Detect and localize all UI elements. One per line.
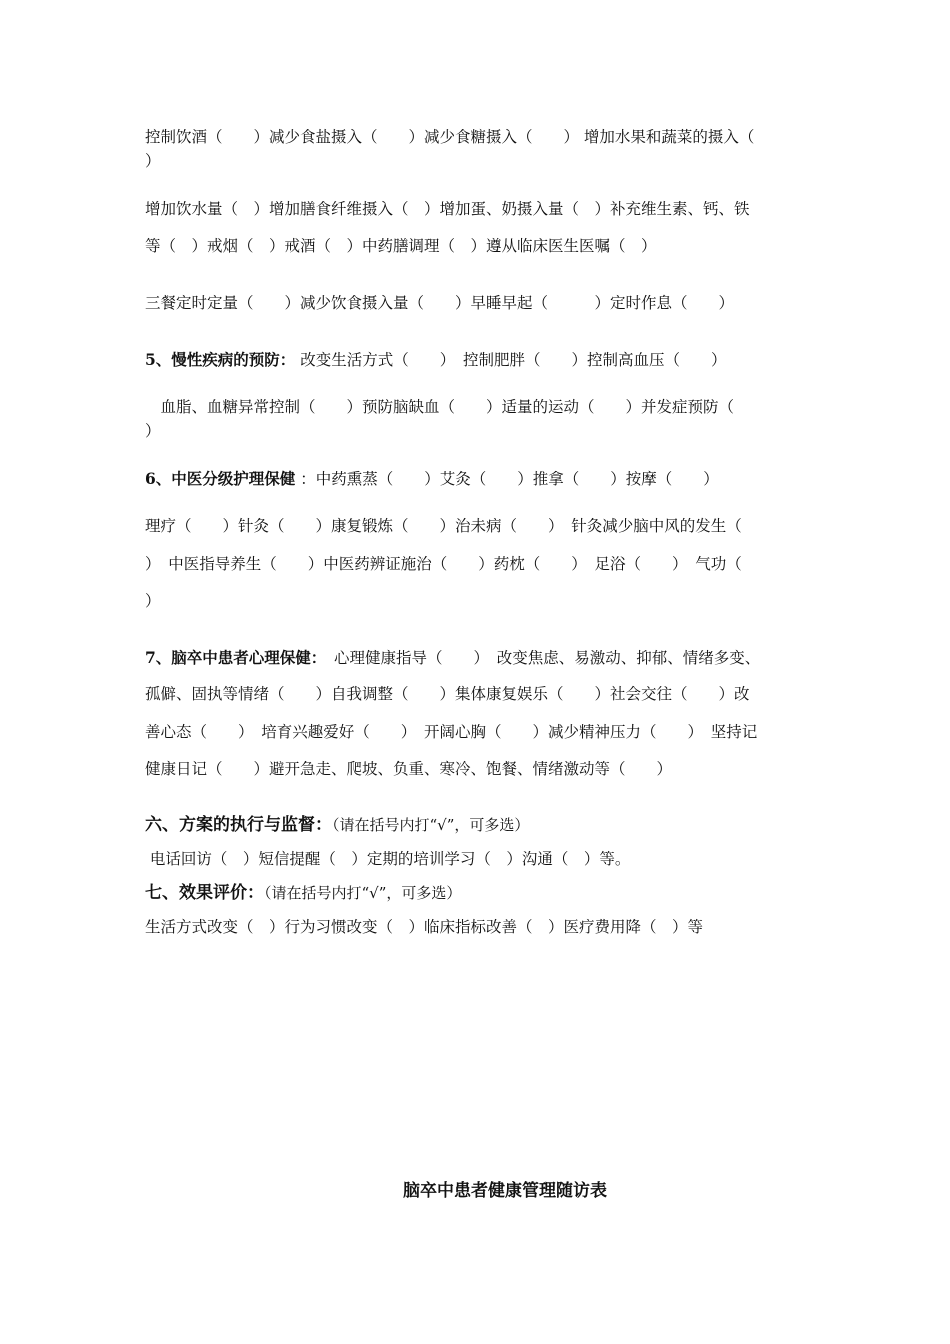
text-line-diet-1-cont: ） [145, 152, 161, 170]
section-7-line-3: 善心态（ ） 培育兴趣爱好（ ） 开阔心胸（ ）减少精神压力（ ） 坚持记 [145, 723, 758, 741]
text-line-diet-2: 增加饮水量（ ）增加膳食纤维摄入（ ）增加蛋、奶摄入量（ ）补充维生素、钙、铁 [145, 200, 750, 218]
section-6-line-3: ） 中医指导养生（ ）中医药辨证施治（ ）药枕（ ） 足浴（ ） 气功（ [145, 555, 742, 573]
section-6-line [145, 469, 719, 489]
section-5-line-2-cont: ） [145, 422, 161, 440]
text-line-diet-2-cont: 等（ ）戒烟（ ）戒酒（ ）中药膳调理（ ）遵从临床医生医嘱（ ） [145, 237, 657, 255]
section-5-heading: 5、慢性疾病的预防： [145, 350, 296, 369]
section-7-line-4: 健康日记（ ）避开急走、爬坡、负重、寒冷、饱餐、情绪激动等（ ） [145, 760, 673, 778]
section-5-line [145, 350, 726, 370]
section-six-heading: 六、方案的执行与监督： [145, 815, 332, 835]
section-7-line [145, 648, 760, 668]
section-six-note: （请在括号内打“√”，可多选） [332, 816, 530, 834]
section-6-heading: 6、中医分级护理保健 [145, 469, 296, 488]
section-seven-note: （请在括号内打“√”，可多选） [264, 884, 462, 902]
section-6-line-3-cont: ） [145, 592, 161, 610]
text-line-diet-1: 控制饮酒（ ）减少食盐摄入（ ）减少食糖摄入（ ） 增加水果和蔬菜的摄入（ [145, 128, 755, 146]
section-seven-heading: 七、效果评价： [145, 883, 264, 903]
section-seven-line [145, 883, 461, 903]
text-line-routine: 三餐定时定量（ ）减少饮食摄入量（ ）早睡早起（ ）定时作息（ ） [145, 294, 735, 312]
section-7-text: 心理健康指导（ ） 改变焦虑、易激动、抑郁、情绪多变、 [318, 649, 761, 667]
form-title: 脑卒中患者健康管理随访表 [403, 1181, 607, 1201]
section-5-line-2: 血脂、血糖异常控制（ ）预防脑缺血（ ）适量的运动（ ）并发症预防（ [145, 398, 735, 416]
section-7-heading: 7、脑卒中患者心理保健： [145, 648, 319, 667]
section-seven-options: 生活方式改变（ ）行为习惯改变（ ）临床指标改善（ ）医疗费用降（ ）等 [145, 918, 704, 936]
section-6-line-2: 理疗（ ）针灸（ ）康复锻炼（ ）治未病（ ） 针灸减少脑中风的发生（ [145, 517, 742, 535]
section-six-line [145, 815, 529, 835]
section-6-text: ：中药熏蒸（ ）艾灸（ ）推拿（ ）按摩（ ） [295, 470, 719, 488]
section-7-line-2: 孤僻、固执等情绪（ ）自我调整（ ）集体康复娱乐（ ）社会交往（ ）改 [145, 685, 750, 703]
section-5-text: 改变生活方式（ ） 控制肥胖（ ）控制高血压（ ） [295, 351, 727, 369]
section-six-options: 电话回访（ ）短信提醒（ ）定期的培训学习（ ）沟通（ ）等。 [145, 850, 631, 868]
